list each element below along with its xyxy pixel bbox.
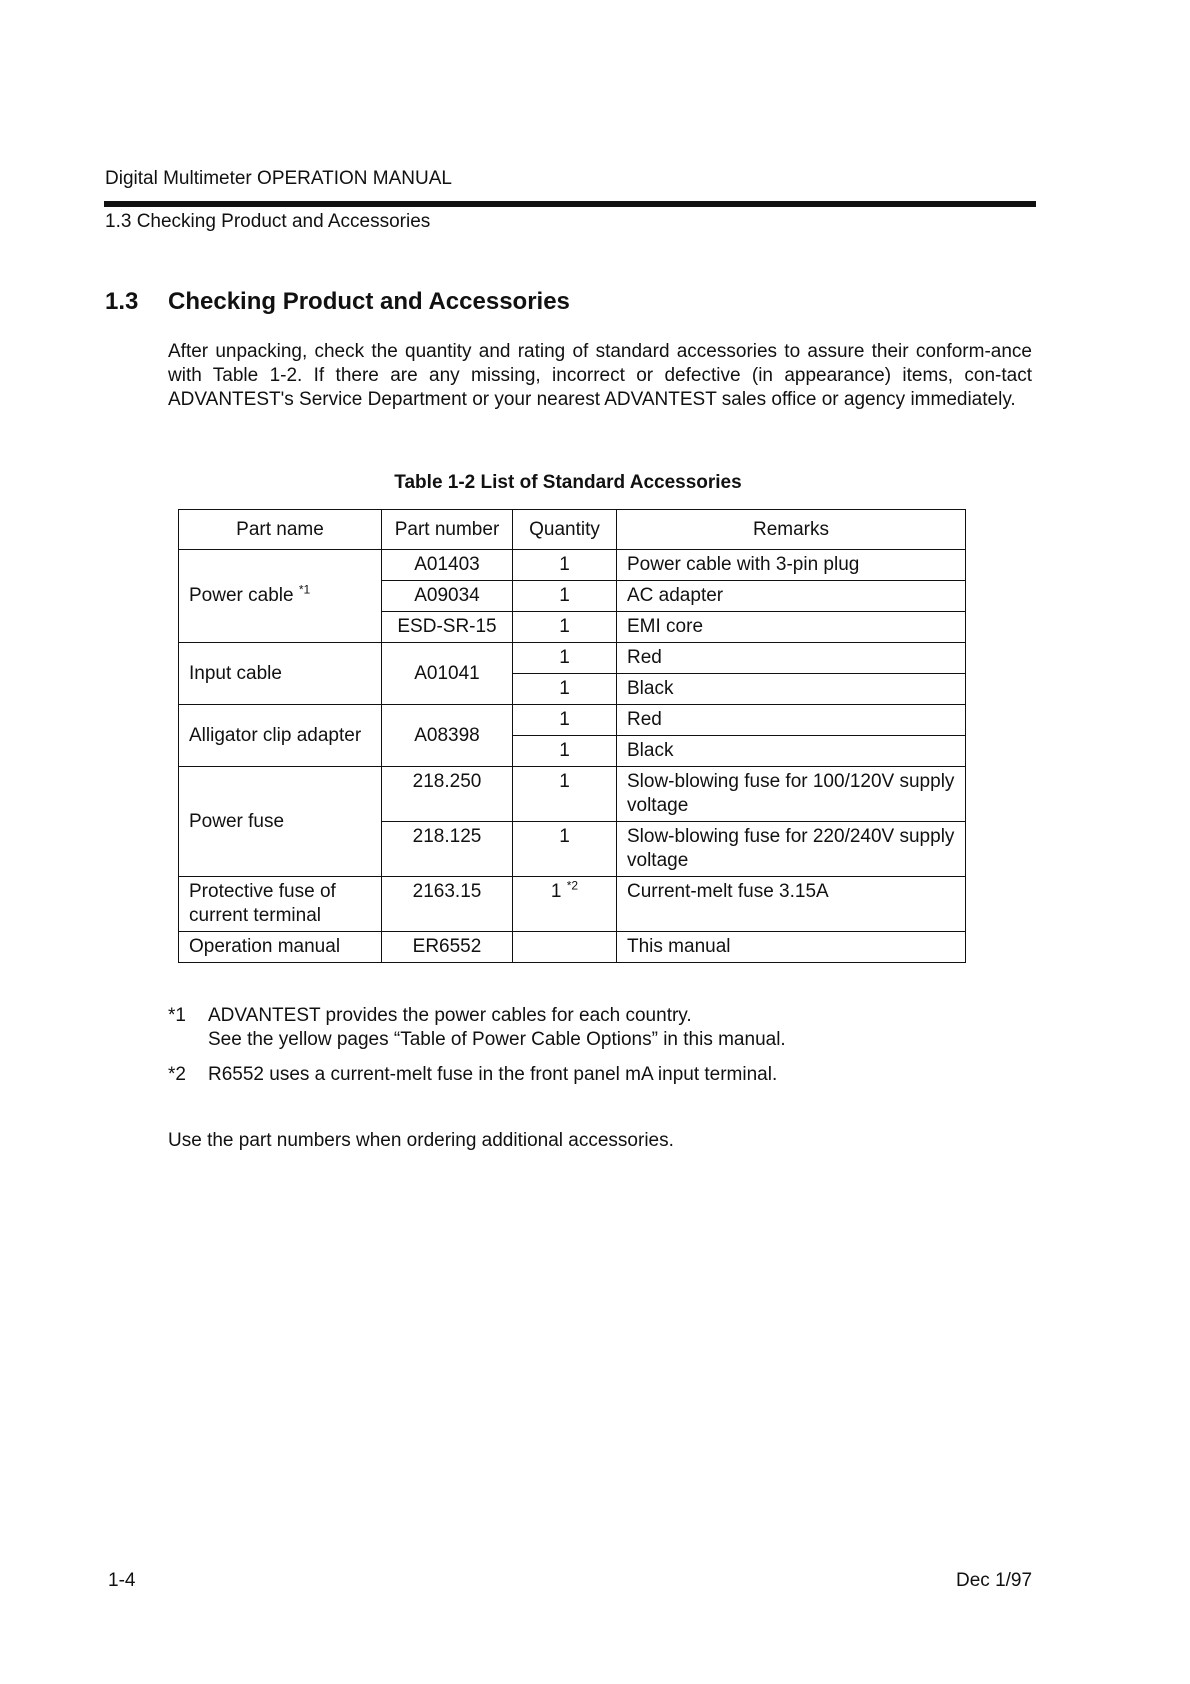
footnote-1-line-1: ADVANTEST provides the power cables for each country.: [208, 1005, 692, 1026]
quantity: 1: [513, 643, 617, 674]
section-number: 1.3: [105, 288, 139, 315]
quantity: 1: [513, 550, 617, 581]
footnote-ref-2: *2: [566, 878, 579, 893]
quantity: 1: [513, 705, 617, 736]
remarks: EMI core: [617, 612, 966, 643]
header-part-name: Part name: [179, 510, 382, 550]
footnote-ref-1: *1: [298, 582, 311, 597]
table-row: [179, 550, 966, 581]
quantity: 1: [513, 736, 617, 767]
footnote-2-mark: *2: [168, 1064, 186, 1085]
part-number: A09034: [382, 581, 513, 612]
quantity-cell: [513, 877, 617, 932]
remarks: Slow-blowing fuse for 220/240V supply voltage: [617, 822, 966, 877]
quantity: 1: [513, 822, 617, 877]
input-cable-name: Input cable: [179, 643, 382, 705]
power-cable-name: Power cable: [189, 585, 294, 606]
part-number: 2163.15: [382, 877, 513, 932]
header-quantity: Quantity: [513, 510, 617, 550]
table-caption: Table 1-2 List of Standard Accessories: [394, 472, 742, 493]
remarks: Current-melt fuse 3.15A: [617, 877, 966, 932]
section-title: Checking Product and Accessories: [168, 288, 570, 315]
footnote-1-mark: *1: [168, 1005, 186, 1026]
footnote-1-text: [208, 1004, 786, 1052]
quantity: 1: [513, 581, 617, 612]
header-remarks: Remarks: [617, 510, 966, 550]
intro-paragraph: After unpacking, check the quantity and rating of standard accessories to assure their conform-ance with Table 1-2. If there are any missing, incorrect or defective (in appearance) items, con-tact ADVANTEST's Service Department or your nearest ADVANTEST sales office or agency immediately.: [168, 341, 1032, 410]
running-header-title: Digital Multimeter OPERATION MANUAL: [105, 168, 452, 189]
table-row: [179, 932, 966, 963]
header-part-number: Part number: [382, 510, 513, 550]
quantity: 1: [550, 881, 562, 902]
part-number: ER6552: [382, 932, 513, 963]
table-header-row: [179, 510, 966, 550]
input-cable-part-number: A01041: [382, 643, 513, 705]
part-number: A01403: [382, 550, 513, 581]
remarks: Black: [617, 736, 966, 767]
part-number: 218.250: [382, 767, 513, 822]
quantity: 1: [513, 767, 617, 822]
table-row: [179, 767, 966, 822]
part-number: ESD-SR-15: [382, 612, 513, 643]
alligator-part-number: A08398: [382, 705, 513, 767]
remarks: Power cable with 3-pin plug: [617, 550, 966, 581]
accessories-table: [178, 509, 966, 963]
footnote-1-line-2: See the yellow pages “Table of Power Cable Options” in this manual.: [208, 1029, 786, 1050]
table-row: [179, 643, 966, 674]
page-number: 1-4: [108, 1570, 136, 1591]
power-cable-name-cell: [179, 550, 382, 643]
remarks: Red: [617, 705, 966, 736]
remarks: This manual: [617, 932, 966, 963]
part-number: 218.125: [382, 822, 513, 877]
remarks: Slow-blowing fuse for 100/120V supply voltage: [617, 767, 966, 822]
running-header-subsection: 1.3 Checking Product and Accessories: [105, 211, 431, 232]
remarks: AC adapter: [617, 581, 966, 612]
alligator-name: Alligator clip adapter: [179, 705, 382, 767]
closing-sentence: Use the part numbers when ordering additional accessories.: [168, 1130, 674, 1151]
revision-date: Dec 1/97: [956, 1570, 1033, 1591]
header-rule: [104, 201, 1036, 207]
table-row: [179, 705, 966, 736]
quantity: [513, 932, 617, 963]
remarks: Black: [617, 674, 966, 705]
quantity: 1: [513, 674, 617, 705]
remarks: Red: [617, 643, 966, 674]
manual-name: Operation manual: [179, 932, 382, 963]
protective-fuse-name: Protective fuse of current terminal: [179, 877, 382, 932]
power-fuse-name: Power fuse: [179, 767, 382, 877]
table-row: [179, 877, 966, 932]
quantity: 1: [513, 612, 617, 643]
footnote-2-text: R6552 uses a current-melt fuse in the front panel mA input terminal.: [208, 1064, 778, 1085]
